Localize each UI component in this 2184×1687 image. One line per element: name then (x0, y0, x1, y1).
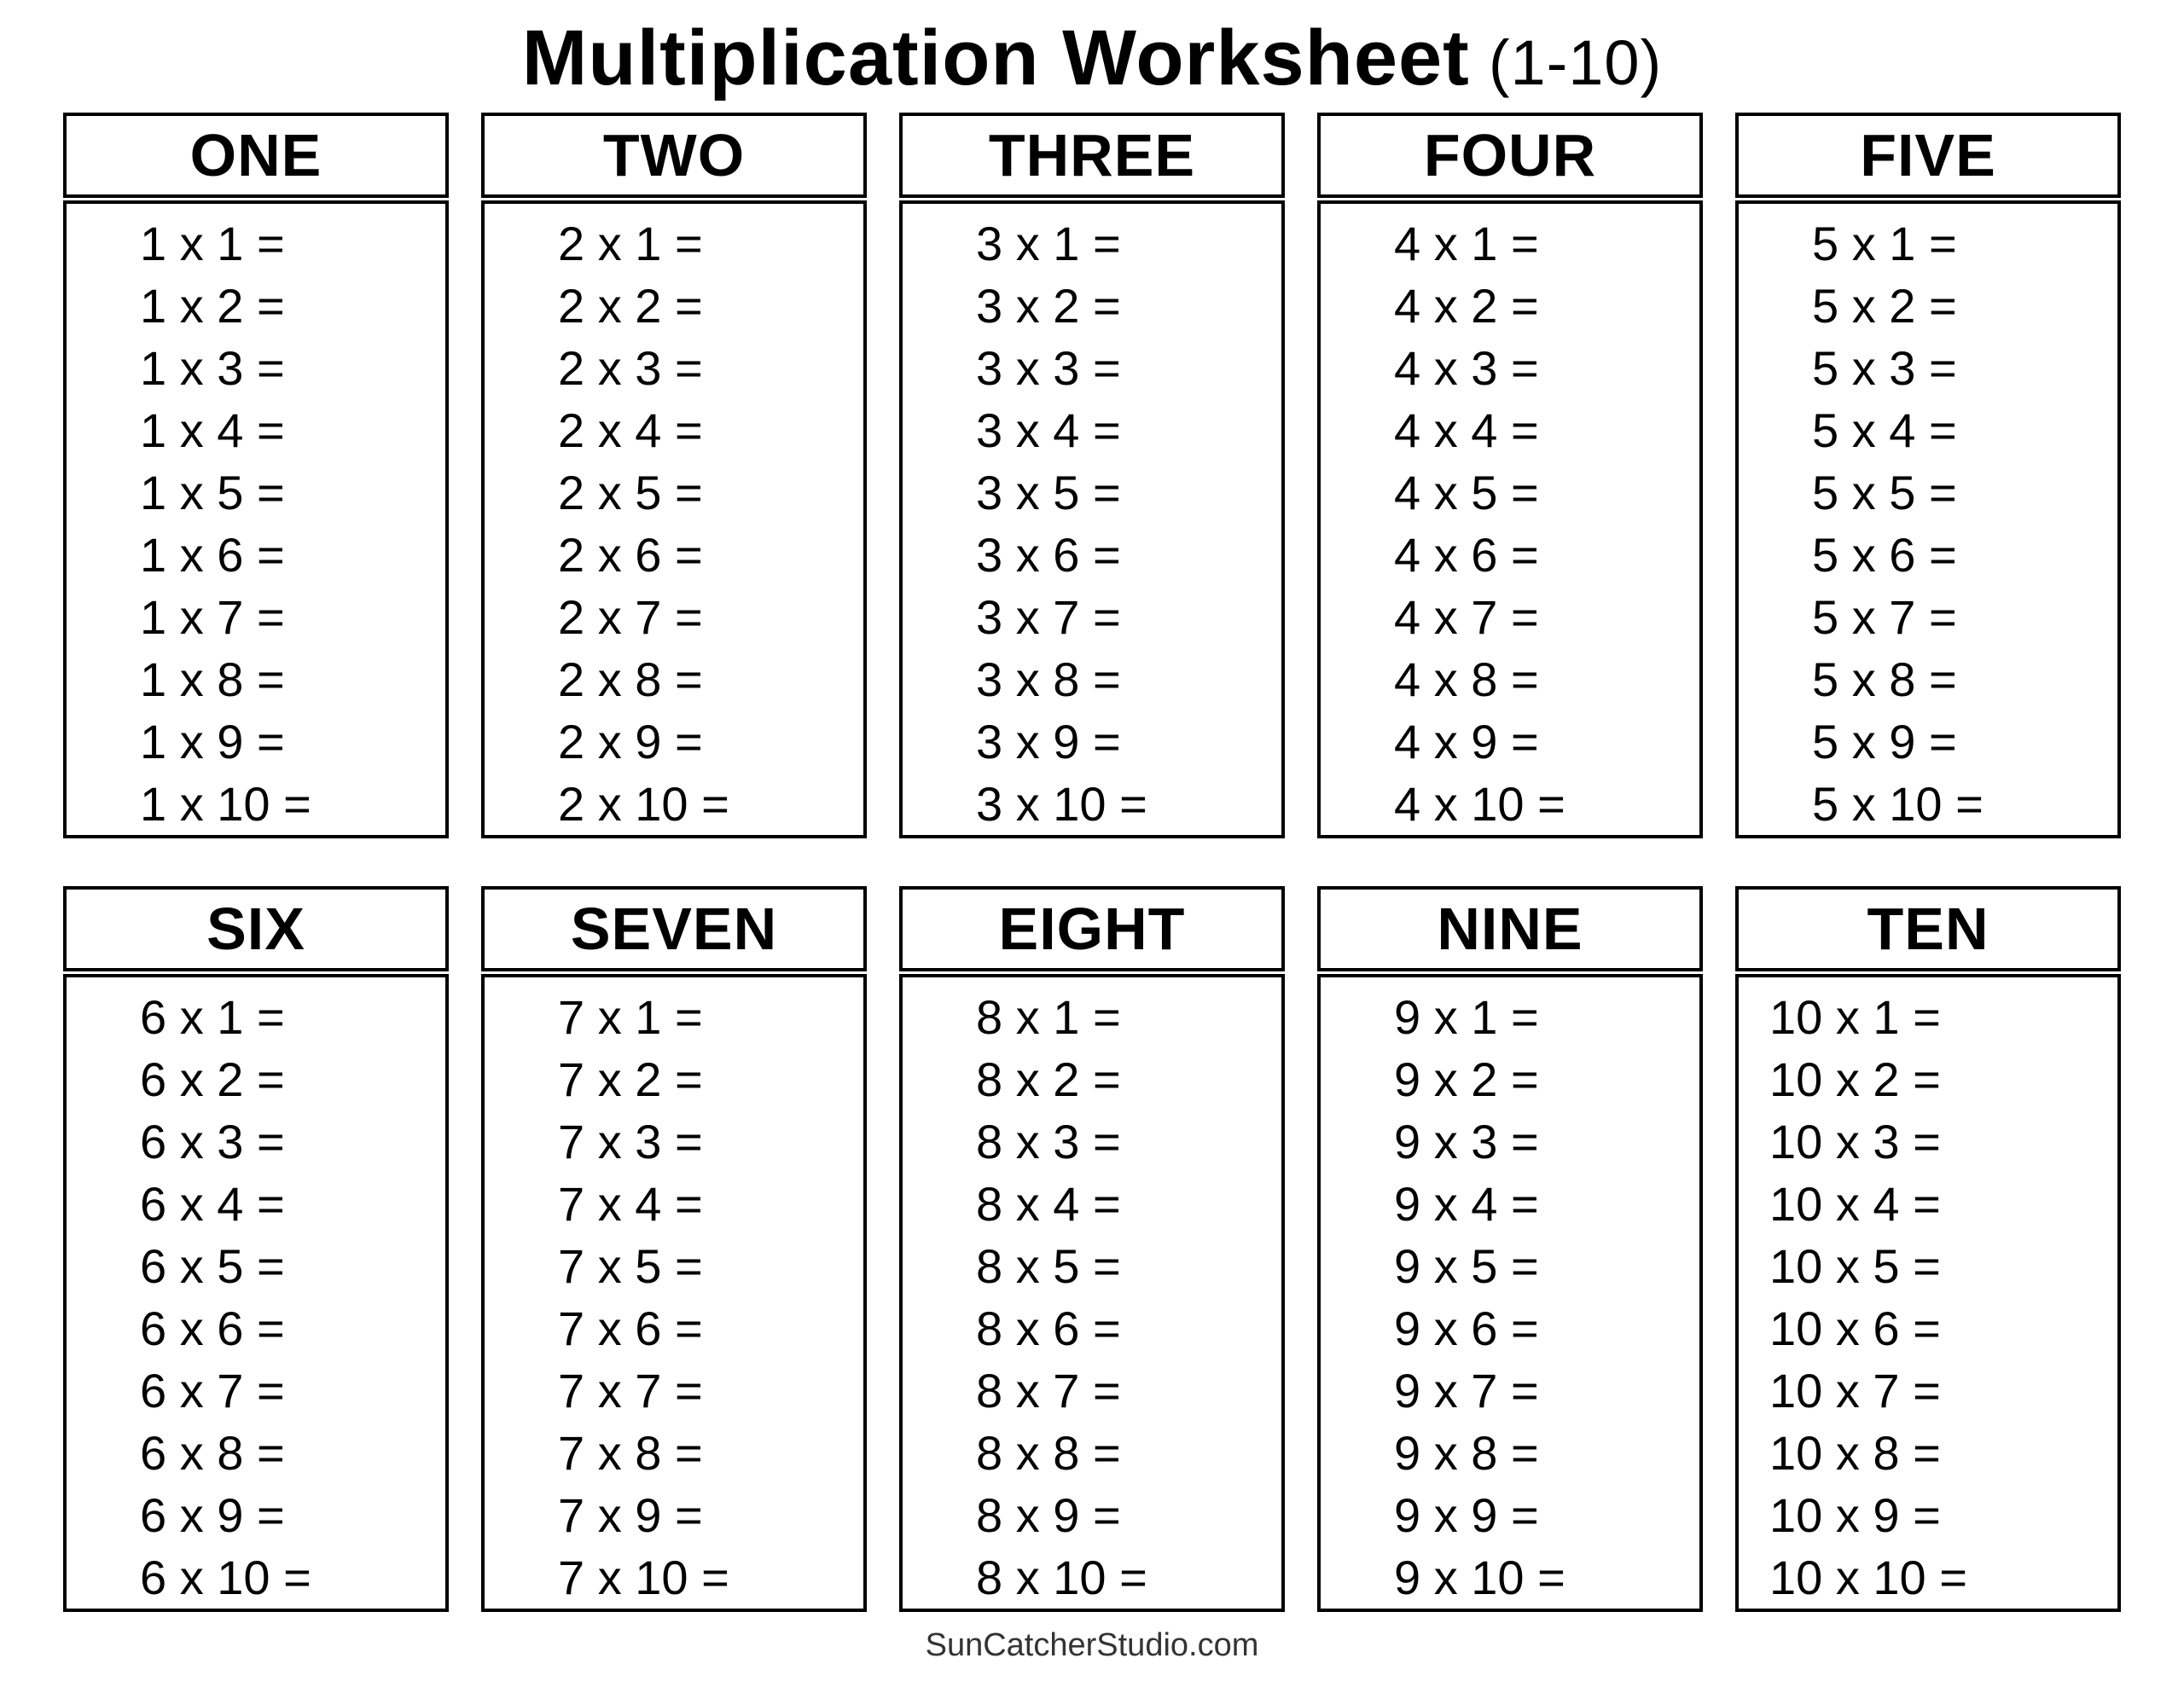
table-body (899, 200, 1285, 838)
problem-row: 1 x 1 = (140, 217, 285, 270)
problem-row: 8 x 8 = (976, 1426, 1121, 1480)
footer-credit: SunCatcherStudio.com (925, 1627, 1259, 1663)
table-body (1735, 200, 2121, 838)
problem-row: 1 x 8 = (140, 652, 285, 706)
title-range-text: (1-10) (1488, 27, 1663, 98)
problem-row: 4 x 4 = (1394, 403, 1539, 457)
problem-row: 10 x 3 = (1769, 1115, 1941, 1168)
problem-row: 9 x 2 = (1394, 1052, 1539, 1106)
problem-row: 7 x 9 = (558, 1488, 703, 1542)
table-header-label: SEVEN (570, 896, 778, 962)
problem-row: 2 x 3 = (558, 341, 703, 395)
problem-row: 6 x 3 = (140, 1115, 285, 1168)
problem-row: 9 x 8 = (1394, 1426, 1539, 1480)
problem-row: 9 x 7 = (1394, 1364, 1539, 1417)
problem-row: 5 x 4 = (1812, 403, 1957, 457)
multiplication-table (899, 113, 1285, 838)
table-header (899, 886, 1285, 971)
table-body (63, 200, 449, 838)
problem-row: 3 x 8 = (976, 652, 1121, 706)
multiplication-table (899, 886, 1285, 1612)
problem-row: 3 x 6 = (976, 528, 1121, 582)
table-header-label: TEN (1867, 896, 1989, 962)
problem-row: 2 x 2 = (558, 279, 703, 333)
problem-row: 10 x 1 = (1769, 990, 1941, 1044)
problem-row: 7 x 1 = (558, 990, 703, 1044)
problem-row: 3 x 2 = (976, 279, 1121, 333)
problem-row: 3 x 5 = (976, 466, 1121, 519)
multiplication-table (63, 886, 449, 1612)
problem-row: 8 x 10 = (976, 1551, 1147, 1604)
problem-row: 10 x 6 = (1769, 1301, 1941, 1355)
problem-row: 1 x 9 = (140, 715, 285, 768)
problem-row: 2 x 10 = (558, 777, 729, 831)
problem-row: 1 x 4 = (140, 403, 285, 457)
problem-row: 7 x 2 = (558, 1052, 703, 1106)
table-header-label: FIVE (1860, 122, 1996, 188)
problem-row: 8 x 2 = (976, 1052, 1121, 1106)
page-title (0, 0, 2184, 101)
problem-row: 4 x 3 = (1394, 341, 1539, 395)
problem-row: 10 x 2 = (1769, 1052, 1941, 1106)
table-header-label: NINE (1437, 896, 1583, 962)
problem-row: 7 x 8 = (558, 1426, 703, 1480)
problem-row: 6 x 9 = (140, 1488, 285, 1542)
table-body (1317, 974, 1703, 1612)
problem-row: 3 x 3 = (976, 341, 1121, 395)
table-header (481, 886, 867, 971)
problem-row: 8 x 9 = (976, 1488, 1121, 1542)
problem-row: 4 x 7 = (1394, 590, 1539, 644)
problem-row: 5 x 9 = (1812, 715, 1957, 768)
problem-row: 4 x 9 = (1394, 715, 1539, 768)
table-header-label: FOUR (1423, 122, 1597, 188)
problem-row: 5 x 8 = (1812, 652, 1957, 706)
problem-row: 5 x 3 = (1812, 341, 1957, 395)
problem-row: 2 x 6 = (558, 528, 703, 582)
problem-row: 4 x 1 = (1394, 217, 1539, 270)
problem-row: 9 x 5 = (1394, 1239, 1539, 1293)
table-header (1735, 113, 2121, 198)
problem-row: 2 x 8 = (558, 652, 703, 706)
table-header (1317, 886, 1703, 971)
problem-row: 7 x 5 = (558, 1239, 703, 1293)
problem-row: 9 x 6 = (1394, 1301, 1539, 1355)
problem-row: 10 x 10 = (1769, 1551, 1967, 1604)
table-body (1317, 200, 1703, 838)
problem-row: 7 x 3 = (558, 1115, 703, 1168)
problem-row: 10 x 4 = (1769, 1177, 1941, 1231)
multiplication-table (1317, 886, 1703, 1612)
problem-row: 1 x 5 = (140, 466, 285, 519)
table-body (481, 974, 867, 1612)
problem-row: 6 x 2 = (140, 1052, 285, 1106)
problem-row: 2 x 1 = (558, 217, 703, 270)
table-header (1735, 886, 2121, 971)
problem-row: 4 x 5 = (1394, 466, 1539, 519)
problem-row: 8 x 4 = (976, 1177, 1121, 1231)
problem-row: 5 x 7 = (1812, 590, 1957, 644)
problem-row: 1 x 2 = (140, 279, 285, 333)
problem-row: 6 x 5 = (140, 1239, 285, 1293)
problem-row: 6 x 1 = (140, 990, 285, 1044)
problem-row: 9 x 3 = (1394, 1115, 1539, 1168)
problem-row: 1 x 3 = (140, 341, 285, 395)
problem-row: 5 x 5 = (1812, 466, 1957, 519)
multiplication-table (1317, 113, 1703, 838)
problem-row: 4 x 2 = (1394, 279, 1539, 333)
multiplication-table (1735, 113, 2121, 838)
problem-row: 8 x 3 = (976, 1115, 1121, 1168)
problem-row: 5 x 10 = (1812, 777, 1984, 831)
problem-row: 6 x 8 = (140, 1426, 285, 1480)
table-body (899, 974, 1285, 1612)
problem-row: 6 x 7 = (140, 1364, 285, 1417)
problem-row: 4 x 6 = (1394, 528, 1539, 582)
problem-row: 10 x 5 = (1769, 1239, 1941, 1293)
table-header (1317, 113, 1703, 198)
problem-row: 10 x 8 = (1769, 1426, 1941, 1480)
table-header-label: SIX (206, 896, 305, 962)
problem-row: 9 x 9 = (1394, 1488, 1539, 1542)
table-header-label: TWO (602, 122, 746, 188)
problem-row: 3 x 1 = (976, 217, 1121, 270)
problem-row: 7 x 7 = (558, 1364, 703, 1417)
problem-row: 1 x 6 = (140, 528, 285, 582)
table-header (899, 113, 1285, 198)
problem-row: 2 x 9 = (558, 715, 703, 768)
problem-row: 3 x 10 = (976, 777, 1147, 831)
table-header-label: ONE (189, 122, 322, 188)
problem-row: 7 x 6 = (558, 1301, 703, 1355)
table-header (63, 886, 449, 971)
problem-row: 3 x 7 = (976, 590, 1121, 644)
multiplication-table (481, 113, 867, 838)
problem-row: 1 x 10 = (140, 777, 311, 831)
table-header-label: THREE (988, 122, 1196, 188)
problem-row: 7 x 4 = (558, 1177, 703, 1231)
problem-row: 3 x 4 = (976, 403, 1121, 457)
problem-row: 10 x 9 = (1769, 1488, 1941, 1542)
problem-row: 6 x 4 = (140, 1177, 285, 1231)
problem-row: 5 x 6 = (1812, 528, 1957, 582)
problem-row: 8 x 5 = (976, 1239, 1121, 1293)
table-body (63, 974, 449, 1612)
multiplication-table (481, 886, 867, 1612)
tables-row-1 (0, 113, 2184, 838)
problem-row: 8 x 6 = (976, 1301, 1121, 1355)
problem-row: 2 x 5 = (558, 466, 703, 519)
tables-row-2 (0, 886, 2184, 1612)
problem-row: 9 x 10 = (1394, 1551, 1565, 1604)
problem-row: 5 x 1 = (1812, 217, 1957, 270)
problem-row: 9 x 4 = (1394, 1177, 1539, 1231)
problem-row: 8 x 1 = (976, 990, 1121, 1044)
problem-row: 2 x 7 = (558, 590, 703, 644)
multiplication-table (1735, 886, 2121, 1612)
table-body (1735, 974, 2121, 1612)
table-header (63, 113, 449, 198)
problem-row: 9 x 1 = (1394, 990, 1539, 1044)
title-text: Multiplication Worksheet (521, 14, 1470, 101)
table-header-label: EIGHT (998, 896, 1186, 962)
table-header (481, 113, 867, 198)
table-body (481, 200, 867, 838)
problem-row: 1 x 7 = (140, 590, 285, 644)
multiplication-table (63, 113, 449, 838)
problem-row: 8 x 7 = (976, 1364, 1121, 1417)
problem-row: 7 x 10 = (558, 1551, 729, 1604)
problem-row: 6 x 10 = (140, 1551, 311, 1604)
problem-row: 10 x 7 = (1769, 1364, 1941, 1417)
tables-grid (0, 113, 2184, 1612)
problem-row: 4 x 10 = (1394, 777, 1565, 831)
problem-row: 5 x 2 = (1812, 279, 1957, 333)
problem-row: 4 x 8 = (1394, 652, 1539, 706)
problem-row: 6 x 6 = (140, 1301, 285, 1355)
problem-row: 2 x 4 = (558, 403, 703, 457)
problem-row: 3 x 9 = (976, 715, 1121, 768)
